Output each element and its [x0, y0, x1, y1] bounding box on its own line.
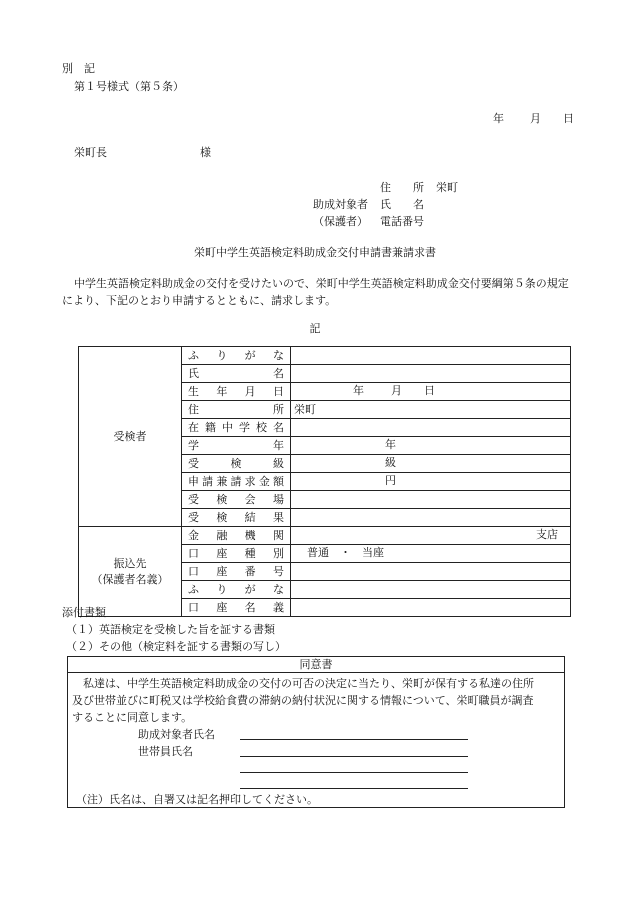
grade-label: 学年: [182, 437, 291, 455]
applicant-address-label: 住 所: [380, 181, 424, 194]
account-number-label: 口座番号: [182, 563, 291, 581]
exam-level-label: 受検級: [182, 455, 291, 473]
attachment-item-1: （１）英語検定を受検した旨を証する書類: [66, 623, 275, 636]
subject-name-label: 助成対象者氏名: [138, 728, 215, 741]
applicant-phone-label: 電話番号: [380, 215, 424, 228]
application-table: [78, 346, 571, 617]
name-field[interactable]: [291, 365, 571, 383]
household-signature-line-2[interactable]: [240, 772, 468, 773]
exam-venue-label: 受検会場: [182, 491, 291, 509]
birth-year-suffix: 年: [353, 384, 364, 397]
bank-group-label: [79, 527, 182, 617]
amount-label: 申請兼請求金額: [182, 473, 291, 491]
document-title: 栄町中学生英語検定料助成金交付申請書兼請求書: [194, 246, 436, 259]
school-name-field[interactable]: [291, 419, 571, 437]
address-field[interactable]: 栄町: [291, 401, 571, 419]
exam-level-field[interactable]: [291, 455, 571, 473]
account-type-options: 普通 ・ 当座: [307, 546, 384, 559]
household-signature-line-3[interactable]: [240, 788, 468, 789]
consent-note: （注）氏名は、自署又は記名押印してください。: [76, 793, 318, 806]
table-row: [79, 527, 571, 545]
table-row: [79, 347, 571, 365]
date-day: 日: [563, 112, 574, 125]
applicant-role-label: 助成対象者: [313, 198, 368, 211]
furigana-field[interactable]: [291, 347, 571, 365]
ki-heading: 記: [309, 322, 321, 335]
birth-day-suffix: 日: [424, 384, 435, 397]
exam-venue-field[interactable]: [291, 491, 571, 509]
consent-title: 同意書: [68, 657, 564, 673]
branch-suffix: 支店: [536, 528, 558, 541]
birthdate-label: 生年月日: [182, 383, 291, 401]
document-date: [493, 112, 573, 126]
addressee-name: 栄町長: [74, 146, 107, 159]
applicant-address-value: 栄町: [436, 181, 458, 194]
subject-signature-line[interactable]: [240, 739, 468, 740]
household-name-label: 世帯員氏名: [138, 745, 193, 758]
consent-text-line-3: することに同意します。: [72, 711, 193, 724]
form-number: 第１号様式（第５条）: [74, 80, 184, 93]
household-signature-line-1[interactable]: [240, 756, 468, 757]
birthdate-field[interactable]: [291, 383, 571, 401]
holder-furigana-label: ふりがな: [182, 581, 291, 599]
date-year: 年: [493, 112, 504, 125]
bank-name-field[interactable]: [291, 527, 571, 545]
applicant-name-label: 氏 名: [380, 198, 424, 211]
account-type-label: 口座種別: [182, 545, 291, 563]
level-suffix: 級: [385, 456, 396, 469]
attachments-heading: 添付書類: [62, 606, 106, 619]
examinee-group-label: 受検者: [79, 347, 182, 527]
bank-group-line-2: （保護者名義）: [91, 572, 169, 586]
name-label: 氏名: [182, 365, 291, 383]
bank-group-line-1: 振込先: [113, 556, 147, 570]
account-holder-field[interactable]: [291, 599, 571, 617]
holder-furigana-field[interactable]: [291, 581, 571, 599]
bank-name-label: 金融機関: [182, 527, 291, 545]
birth-month-suffix: 月: [391, 384, 402, 397]
grade-suffix: 年: [385, 438, 396, 451]
date-month: 月: [530, 112, 541, 125]
consent-text-line-2: 及び世帯並びに町税又は学校給食費の滞納の納付状況に関する情報について、栄町職員が調査: [72, 694, 534, 707]
attachment-item-2: （２）その他（検定料を証する書類の写し）: [66, 640, 286, 653]
account-holder-label: 口座名義: [182, 599, 291, 617]
consent-box: [67, 656, 565, 808]
body-text-line-2: により、下記のとおり申請するとともに、請求します。: [62, 294, 337, 307]
account-number-field[interactable]: [291, 563, 571, 581]
address-label: 住所: [182, 401, 291, 419]
school-name-label: 在籍中学校名: [182, 419, 291, 437]
grade-field[interactable]: [291, 437, 571, 455]
annex-label: 別 記: [62, 62, 95, 75]
exam-result-label: 受検結果: [182, 509, 291, 527]
body-text-line-1: 中学生英語検定料助成金の交付を受けたいので、栄町中学生英語検定料助成金交付要綱第５条の規定: [74, 277, 569, 290]
amount-suffix: 円: [385, 474, 396, 487]
account-type-field[interactable]: [291, 545, 571, 563]
addressee-honorific: 様: [200, 146, 211, 159]
amount-field[interactable]: [291, 473, 571, 491]
consent-text-line-1: 私達は、中学生英語検定料助成金の交付の可否の決定に当たり、栄町が保有する私達の住所: [83, 677, 534, 690]
applicant-guardian-label: （保護者）: [313, 215, 368, 228]
furigana-label: ふりがな: [182, 347, 291, 365]
exam-result-field[interactable]: [291, 509, 571, 527]
